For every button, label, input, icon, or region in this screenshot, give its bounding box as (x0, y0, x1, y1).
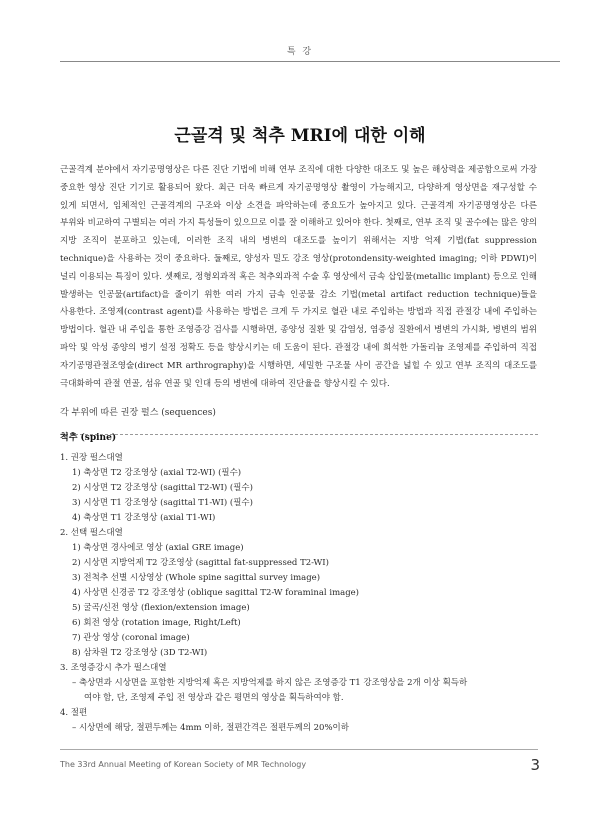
outline-line: – 시상면에 해당, 절편두께는 4mm 이하, 절편간격은 절편두께의 20%이하 (72, 723, 349, 733)
outline-line: 5) 굴곡/신전 영상 (flexion/extension image) (72, 603, 250, 613)
outline-line: 7) 관상 영상 (coronal image) (72, 633, 190, 643)
footer-conference-name: The 33rd Annual Meeting of Korean Society of MR Technology (60, 760, 307, 769)
outline-line: 2) 시상면 지방억제 T2 강조영상 (sagittal fat-suppressed T2-WI) (72, 558, 329, 568)
intro-paragraph: 근골격계 분야에서 자기공명영상은 다른 진단 기법에 비해 연부 조직에 대한 다양한 대조도 및 높은 해상력을 제공함으로써 가장 중요한 영상 진단 기기로 활용되어 왔다. 최근 더욱 빠르게 자기공명영상 촬영이 가능해지고, 다양하게 영상면을 재구성할 수 있게 되면서, 임체적인 근골격계의 구조와 이상 소견을 파악하는데 중요도가 높아지고 있다. 근골격계 자기공명영상은 다른 부위와 비교하여 구별되는 여러 가지 특성들이 있으므로 이를 잘 이해하고 있어야 한다. 첫째로, 연부 조직 및 골수에는 많은 양의 지방 조직이 분포하고 있는데, 이러한 조직 내의 병변의 대조도를 높이기 위해서는 지방 억제 기법(fat suppression technique)을 사용하는 것이 중요하다. 둘째로, 양성자 밀도 강조 영상(protondensity-weighted imaging; 이하 PDWI)이 널리 이용되는 특징이 있다. 셋째로, 정형외과적 혹은 척추외과적 수술 후 영상에서 금속 삽입물(metallic implant) 등으로 인해 발생하는 인공물(artifact)을 줄이기 위한 여러 가지 금속 인공물 감소 기법(metal artifact reduction technique)들을 사용한다. 조영제(contrast agent)를 사용하는 방법은 크게 두 가지로 혈관 내로 주입하는 방법과 직접 관절강 내에 주입하는 방법이다. 혈관 내 주입을 통한 조영증강 검사를 시행하면, 종양성 질환 및 감염성, 염증성 질환에서 병변의 가시화, 병변의 범위 파악 및 악성 종양의 병기 설정 정확도 등을 향상시키는 데 도움이 된다. 관절강 내에 희석한 가돌리늄 조영제를 주입하여 직접 자기공명관절조영술(direct MR arthrography)을 시행하면, 세밀한 구조물 사이 공간을 넓힐 수 있고 연부 조직의 대조도를 극대화하여 관절 연골, 섬유 연골 및 인대 등의 병변에 대하여 진단율을 향상시킬 수 있다. (60, 165, 537, 389)
outline-line: 8) 삼차원 T2 강조영상 (3D T2-WI) (72, 648, 208, 658)
outline-line: 2. 선택 펄스대열 (60, 528, 123, 538)
section-divider (60, 434, 538, 435)
outline-line: 1. 권장 펄스대열 (60, 453, 123, 463)
page-title: 근골격 및 척추 MRI에 대한 이해 (174, 126, 426, 146)
header-divider (60, 61, 560, 62)
outline-line: 3) 전척추 선별 시상영상 (Whole spine sagittal survey image) (72, 573, 321, 583)
outline-line: 3. 조영증강시 추가 펄스대열 (60, 663, 167, 673)
footer-divider (60, 749, 538, 750)
outline-line: 3) 시상면 T1 강조영상 (sagittal T1-WI) (필수) (72, 498, 253, 508)
header-section-label: 특 강 (286, 47, 314, 57)
outline-line: 4. 절편 (60, 708, 88, 718)
outline-line: 1) 축상면 T2 강조영상 (axial T2-WI) (필수) (72, 468, 242, 478)
outline-line: 4) 축상면 T1 강조영상 (axial T1-WI) (72, 513, 216, 523)
outline-line: 1) 축상면 경사에코 영상 (axial GRE image) (72, 543, 244, 553)
outline-line: 각 부위에 따른 권장 펄스 (sequences) (60, 408, 216, 418)
outline-line: 여야 함, 단, 조영제 주입 전 영상과 같은 평면의 영상을 획득하여야 함. (84, 693, 344, 703)
page-number: 3 (530, 756, 540, 774)
outline-line: 척추 (spine) (60, 433, 117, 443)
outline-line: 2) 시상면 T2 강조영상 (sagittal T2-WI) (필수) (72, 483, 253, 493)
outline-line: 6) 회전 영상 (rotation image, Right/Left) (72, 618, 241, 628)
outline-line: 4) 사상면 신경공 T2 강조영상 (oblique sagittal T2-W foraminal image) (72, 588, 359, 598)
outline-line: – 축상면과 시상면을 포함한 지방억제 혹은 지방억제를 하지 않은 조영증강 T1 강조영상을 2개 이상 획득하 (72, 678, 468, 688)
